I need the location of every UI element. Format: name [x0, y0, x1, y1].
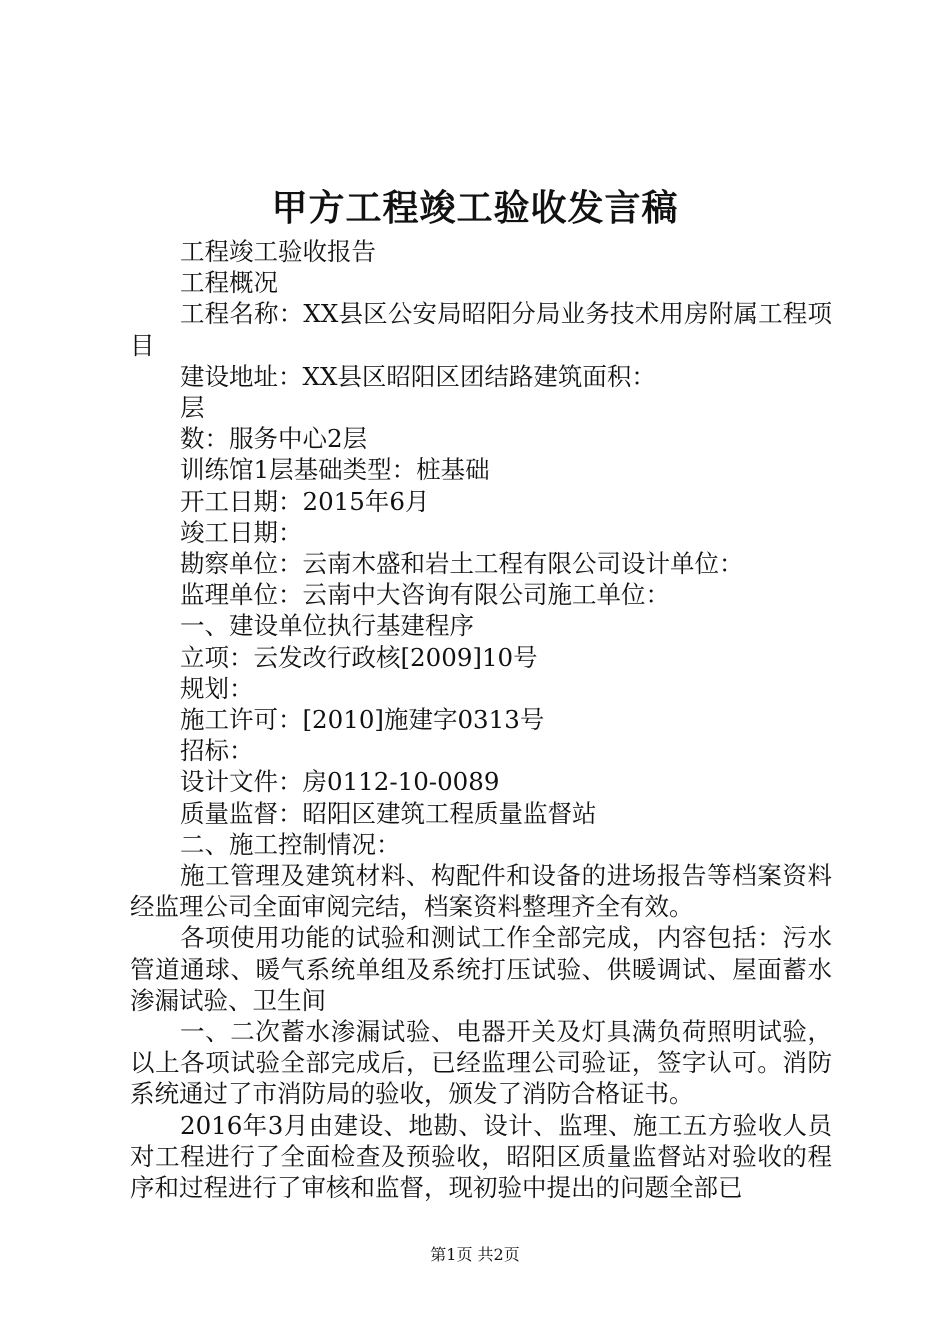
paragraph-address: 建设地址：XX县区昭阳区团结路建筑面积： [180, 361, 656, 391]
paragraph-completion-date: 竣工日期： [180, 517, 303, 547]
paragraph-report-heading: 工程竣工验收报告 [180, 237, 376, 266]
paragraph-floors-label: 层 [180, 393, 205, 423]
paragraph-design-file: 设计文件：房0112-10-0089 [180, 767, 500, 797]
paragraph-section-two: 二、施工控制情况： [180, 829, 401, 859]
paragraph-foundation: 训练馆1层基础类型：桩基础 [180, 455, 490, 485]
paragraph-floors-service: 数：服务中心2层 [180, 424, 368, 454]
paragraph-planning: 规划： [180, 673, 254, 703]
document-title: 甲方工程竣工验收发言稿 [271, 187, 679, 229]
paragraph-supervision-unit: 监理单位：云南中大咨询有限公司施工单位： [180, 580, 670, 610]
paragraph-secondary-tests: 一、二次蓄水渗漏试验、电器开关及灯具满负荷照明试验，以上各项试验全部完成后，已经监理公司验证，签字认可。消防系统通过了市消防局的验收，颁发了消防合格证书。 [130, 1017, 832, 1109]
paragraph-quality-supervision: 质量监督：昭阳区建筑工程质量监督站 [180, 798, 597, 828]
paragraph-project-name: 工程名称：XX县区公安局昭阳分局业务技术用房附属工程项目 [130, 299, 832, 360]
paragraph-permit: 施工许可：[2010]施建字0313号 [180, 705, 545, 735]
page-number-footer: 第1页 共2页 [430, 1245, 520, 1264]
paragraph-construction-management: 施工管理及建筑材料、构配件和设备的进场报告等档案资料经监理公司全面审阅完结，档案资料整理齐全有效。 [130, 861, 832, 922]
paragraph-function-tests: 各项使用功能的试验和测试工作全部完成，内容包括：污水管道通球、暖气系统单组及系统打压试验、供暖调试、屋面蓄水渗漏试验、卫生间 [130, 923, 832, 1015]
paragraph-bidding: 招标： [180, 736, 254, 766]
paragraph-section-one: 一、建设单位执行基建程序 [180, 611, 474, 641]
paragraph-survey-unit: 勘察单位：云南木盛和岩土工程有限公司设计单位： [180, 549, 744, 579]
document-body [130, 236, 832, 1203]
paragraph-overview-heading: 工程概况 [180, 268, 278, 298]
paragraph-preliminary-acceptance: 2016年3月由建设、地勘、设计、监理、施工五方验收人员对工程进行了全面检查及预验收，昭阳区质量监督站对验收的程序和过程进行了审核和监督，现初验中提出的问题全部已 [130, 1110, 832, 1203]
paragraph-approval: 立项：云发改行政核[2009]10号 [180, 642, 538, 672]
paragraph-start-date: 开工日期：2015年6月 [180, 486, 430, 516]
